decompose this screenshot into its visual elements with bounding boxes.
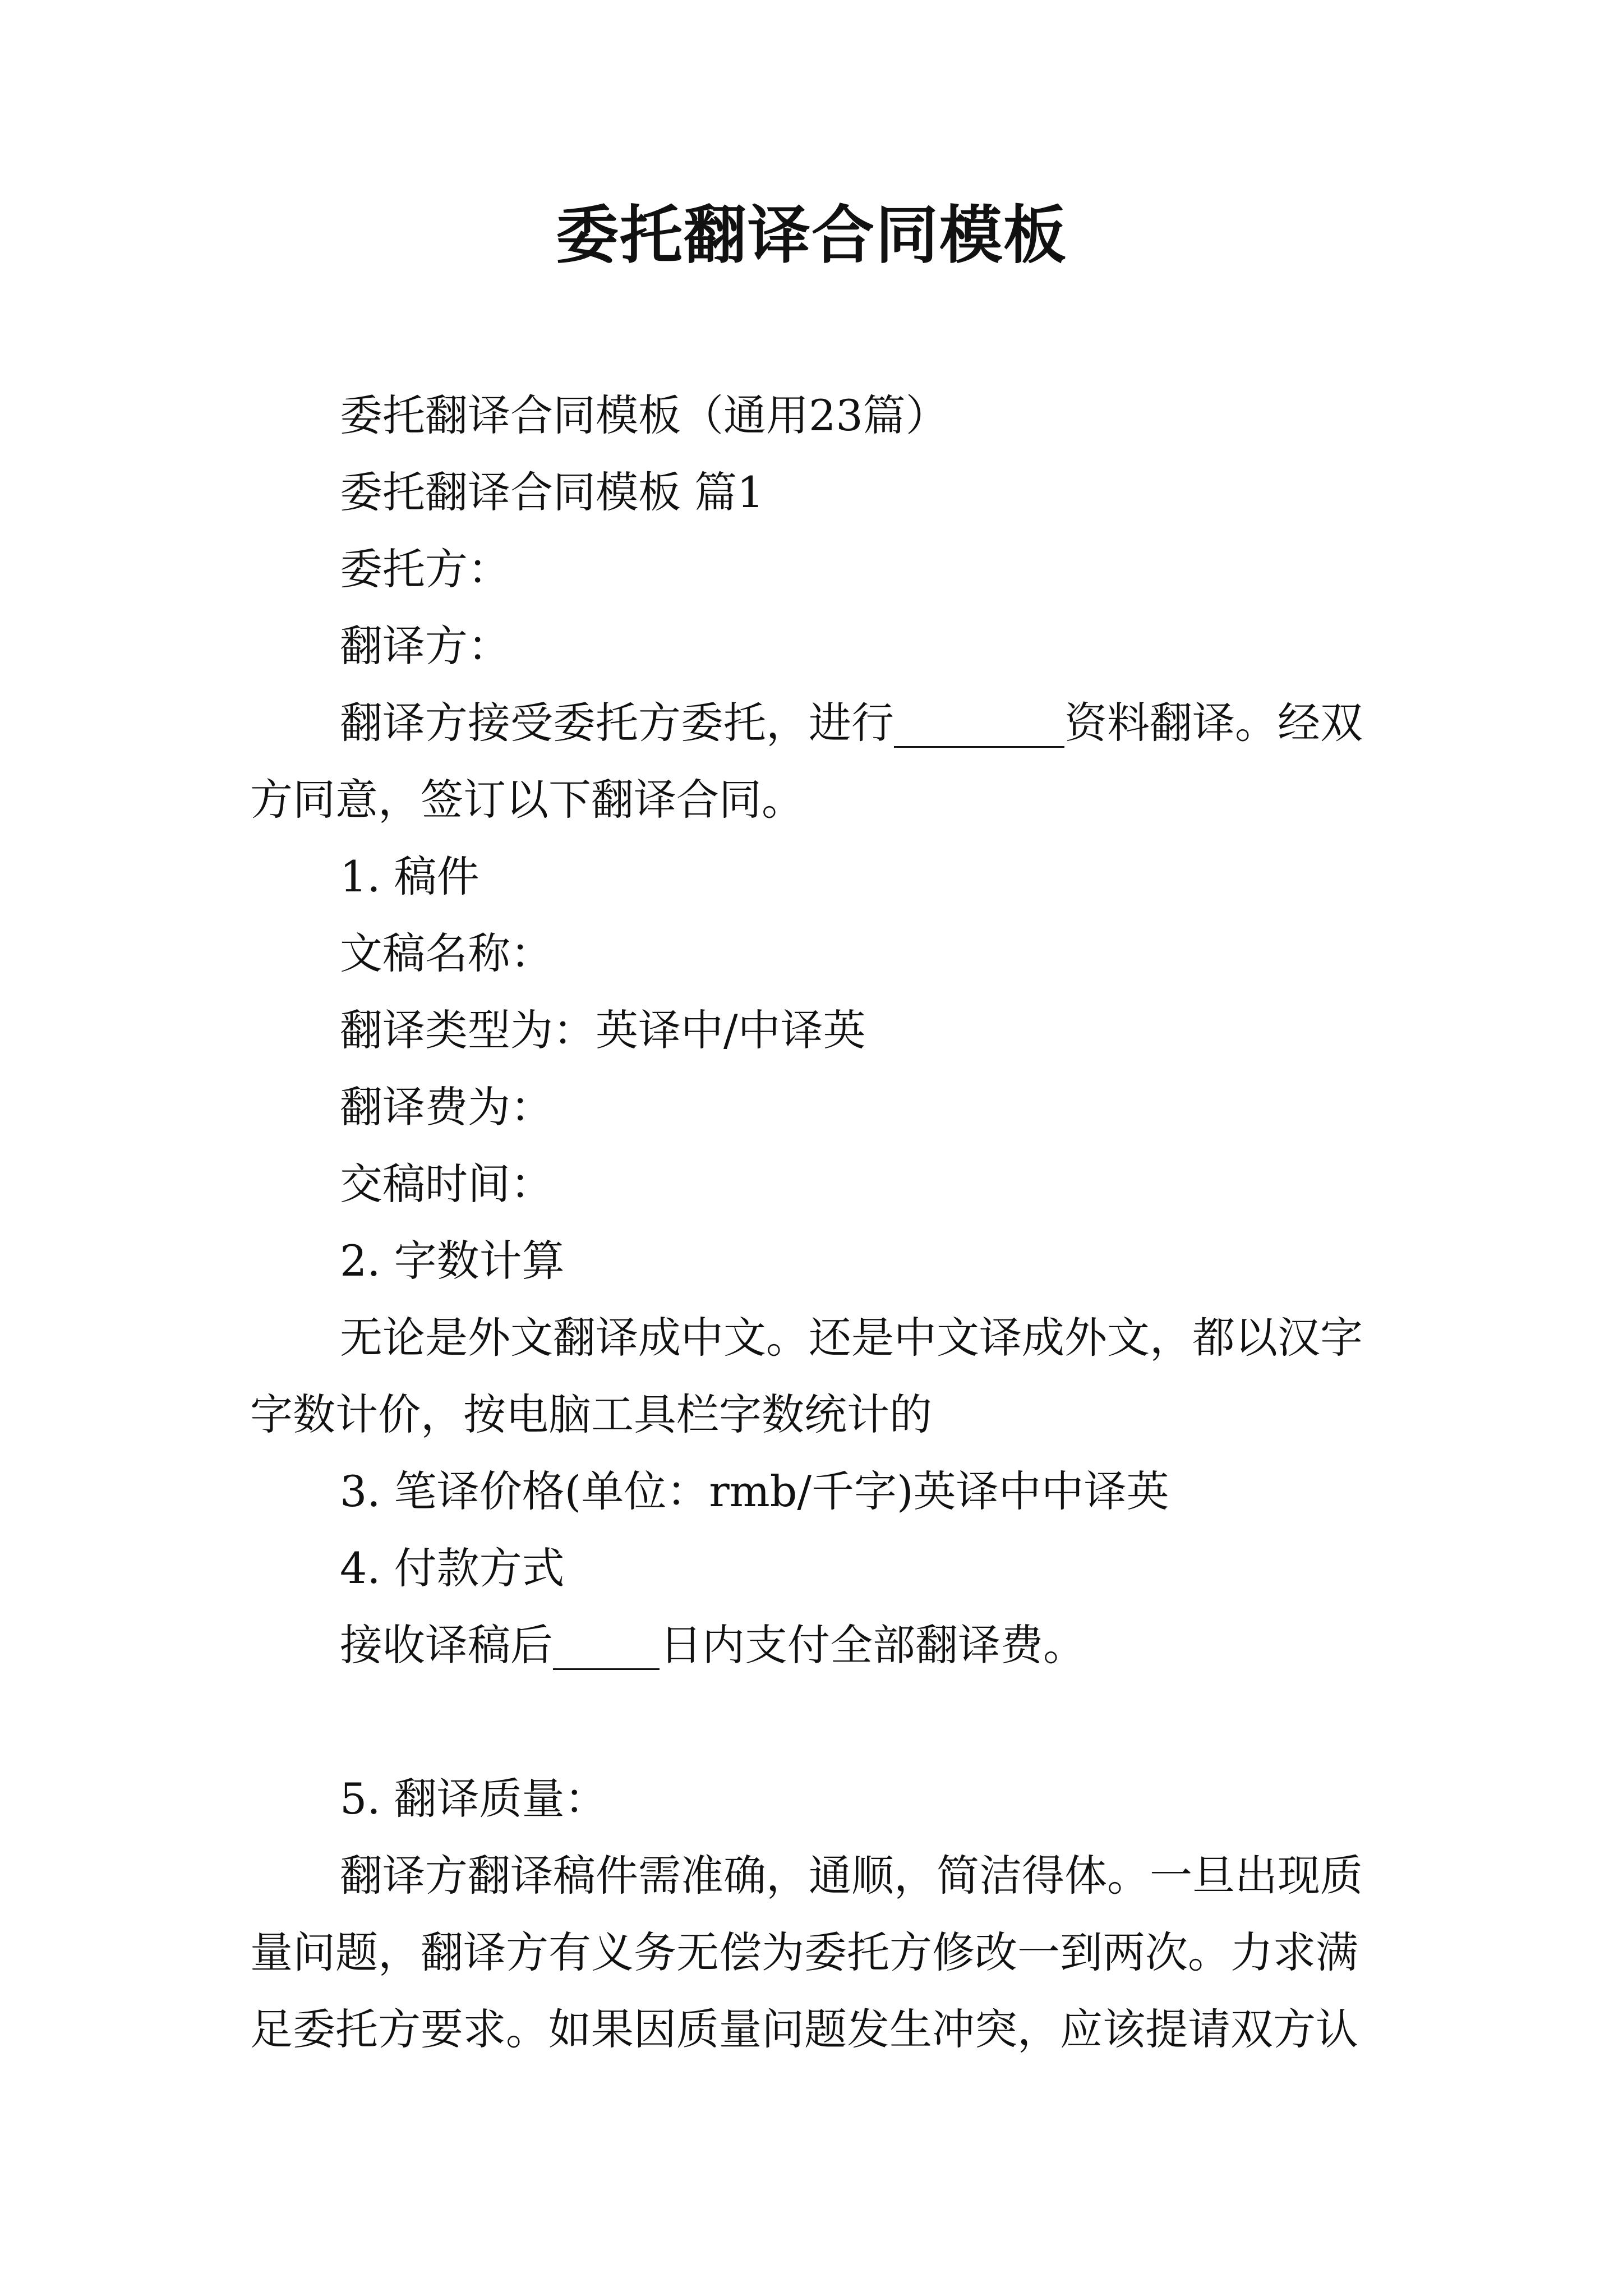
paragraph-subtitle: 委托翻译合同模板（通用23篇） <box>340 390 948 440</box>
paragraph-item-4: 4. 付款方式 <box>340 1543 565 1593</box>
paragraph-translation-type: 翻译类型为：英译中/中译英 <box>340 1005 866 1055</box>
paragraph-word-count: 无论是外文翻译成中文。还是中文译成外文，都以汉字字数计价，按电脑工具栏字数统计的 <box>250 1313 1363 1439</box>
paragraph-item-5: 5. 翻译质量： <box>340 1774 607 1824</box>
paragraph-translator: 翻译方： <box>340 621 510 671</box>
paragraph-intro: 翻译方接受委托方委托，进行________资料翻译。经双方同意，签订以下翻译合同。 <box>250 698 1363 825</box>
paragraph-section-heading: 委托翻译合同模板 篇1 <box>340 467 764 517</box>
paragraph-manuscript-name: 文稿名称： <box>340 928 553 978</box>
paragraph-payment: 接收译稿后_____日内支付全部翻译费。 <box>340 1620 1086 1670</box>
document-body <box>250 377 1383 2068</box>
paragraph-quality: 翻译方翻译稿件需准确，通顺，简洁得体。一旦出现质量问题，翻译方有义务无偿为委托方修改一到两次。力求满足委托方要求。如果因质量问题发生冲突，应该提请双方认 <box>250 1851 1363 2054</box>
document-title: 委托翻译合同模板 <box>556 199 1067 272</box>
paragraph-delivery-time: 交稿时间： <box>340 1159 553 1209</box>
paragraph-item-1: 1. 稿件 <box>340 852 479 901</box>
paragraph-client: 委托方： <box>340 544 510 594</box>
paragraph-translation-fee: 翻译费为： <box>340 1082 553 1132</box>
paragraph-item-3: 3. 笔译价格(单位：rmb/千字)英译中中译英 <box>340 1466 1169 1516</box>
paragraph-item-2: 2. 字数计算 <box>340 1236 565 1286</box>
